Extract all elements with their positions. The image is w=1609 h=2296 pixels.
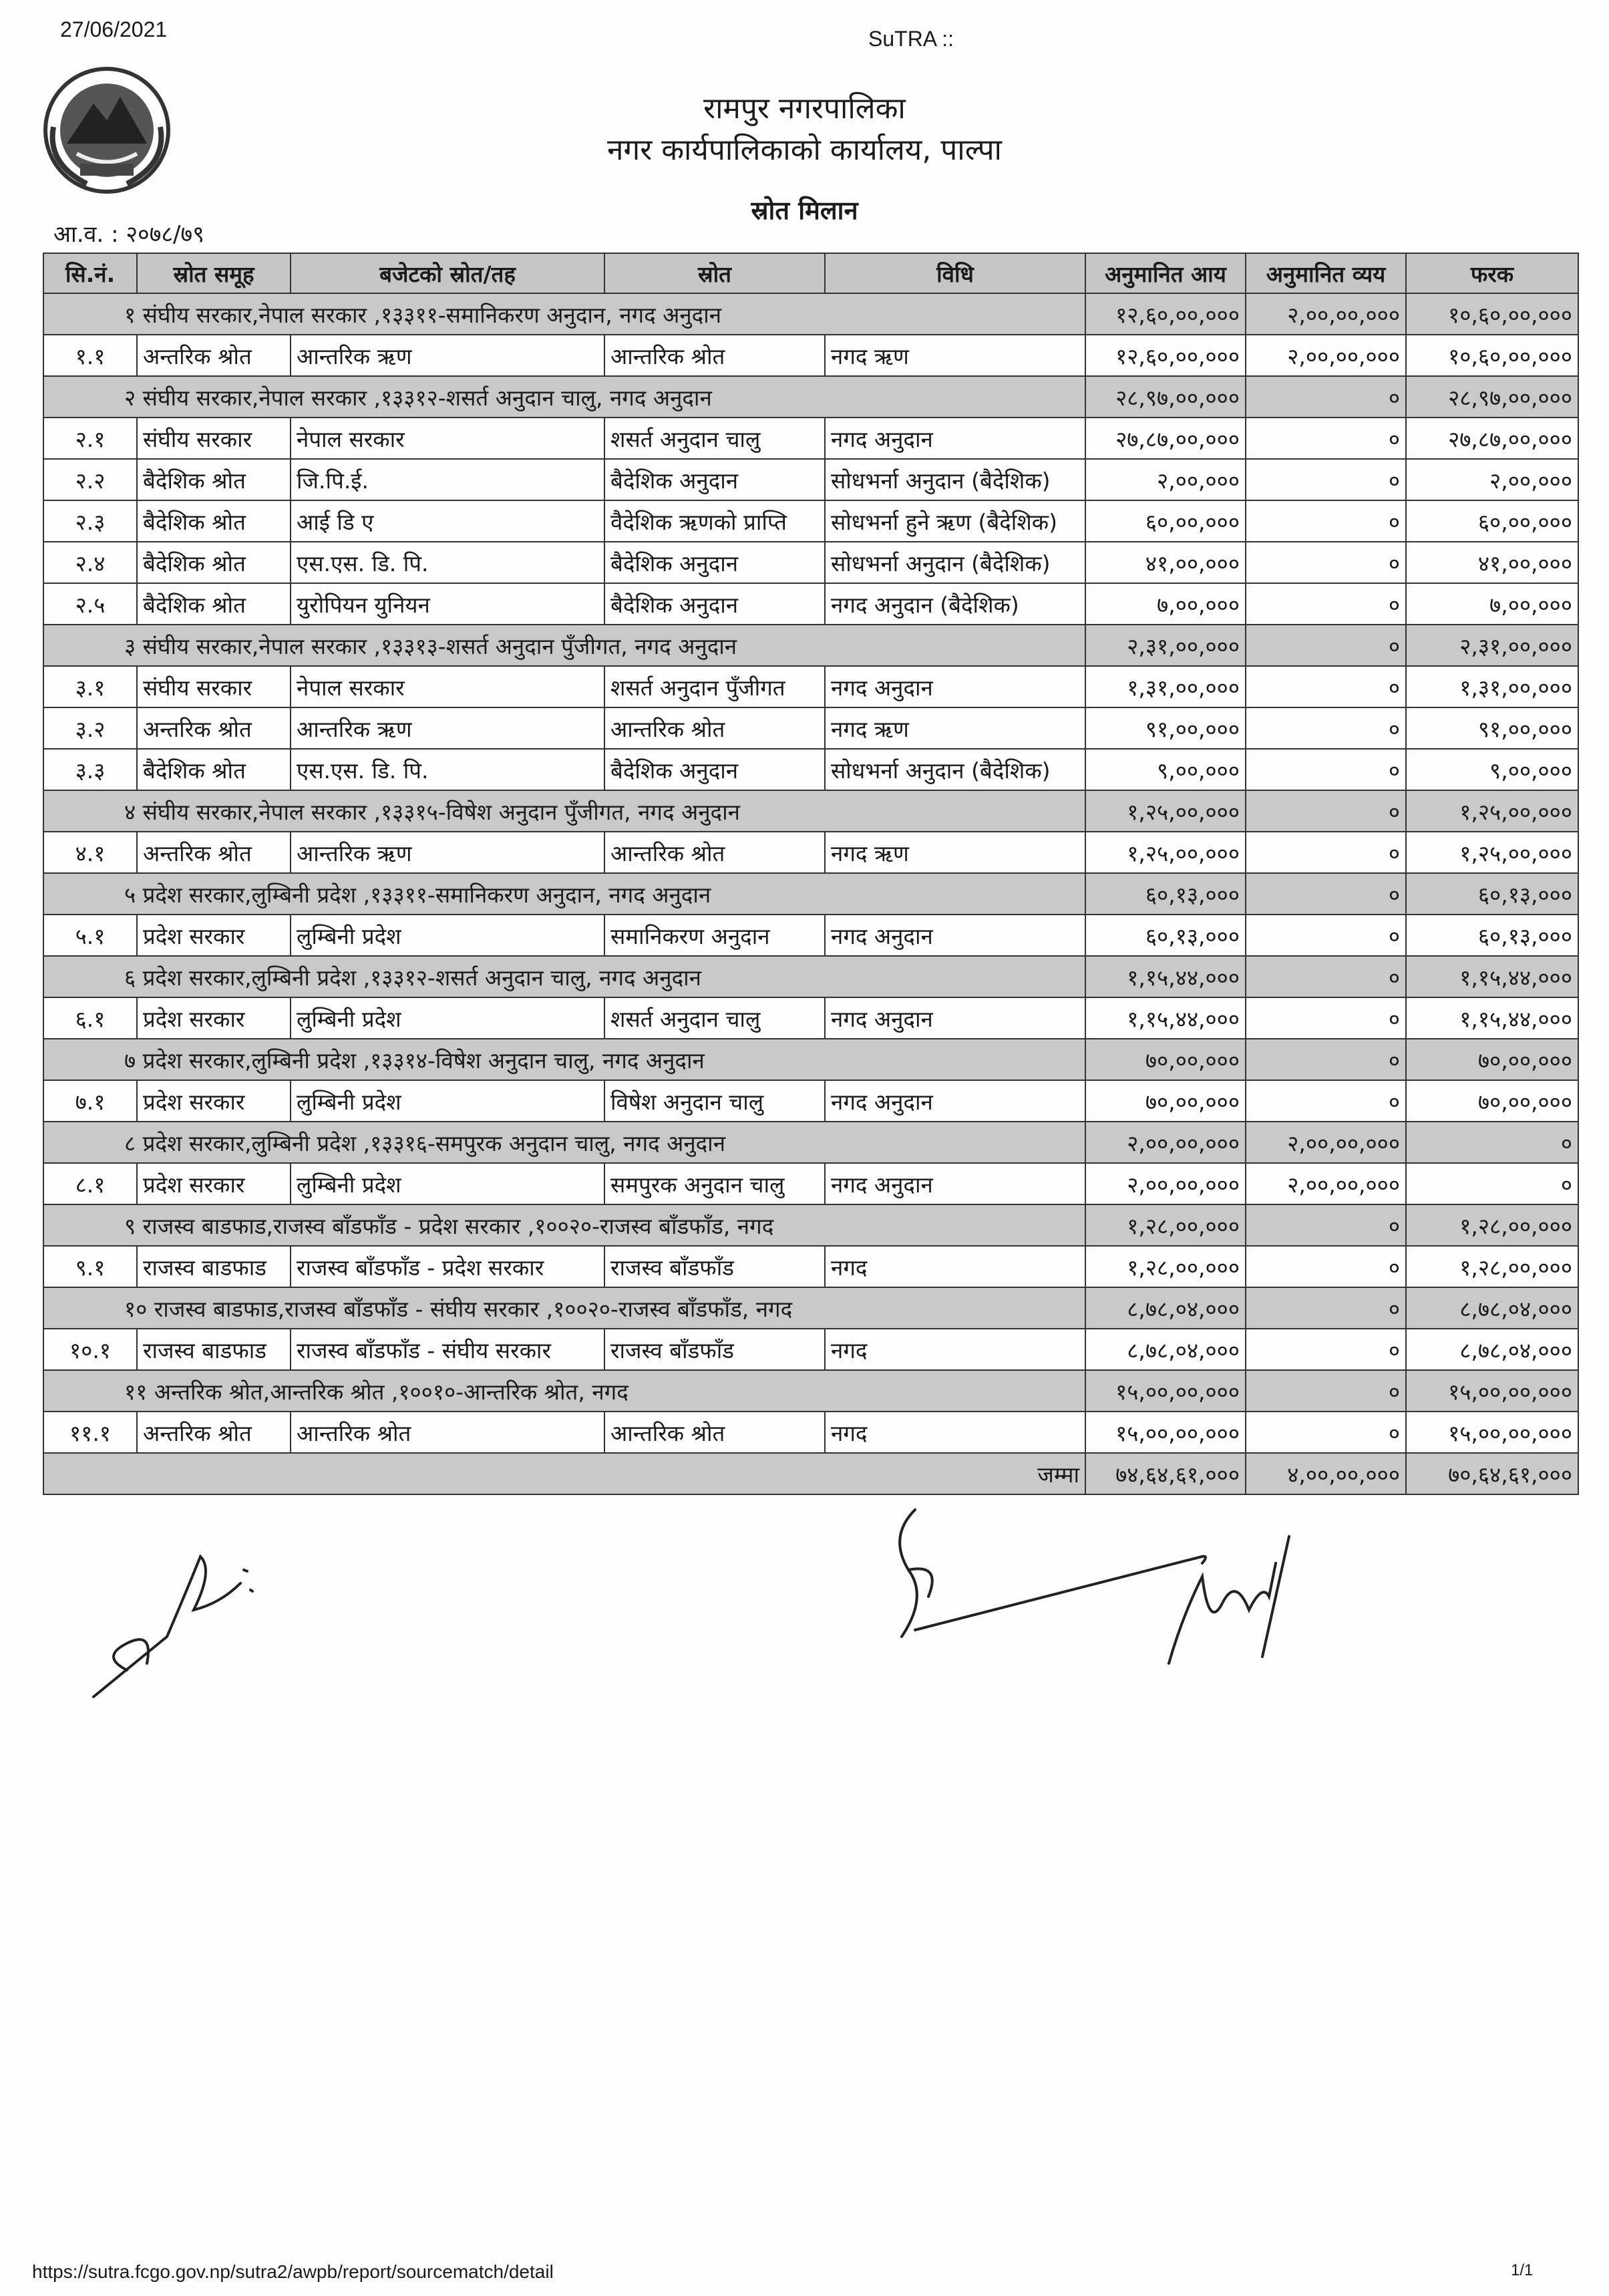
difference: १,२८,००,००० <box>1406 1246 1578 1287</box>
print-date: 27/06/2021 <box>60 17 168 41</box>
method: सोधभर्ना अनुदान (बैदेशिक) <box>825 459 1085 500</box>
budget-source: युरोपियन युनियन <box>291 583 604 625</box>
estimated-expense: ० <box>1246 542 1406 583</box>
table-row <box>43 542 1578 583</box>
serial-number: २.४ <box>43 542 137 583</box>
estimated-expense: ० <box>1246 500 1406 542</box>
estimated-income: १५,००,००,००० <box>1085 1412 1246 1453</box>
method: नगद अनुदान <box>825 418 1085 459</box>
budget-source: आन्तरिक ऋण <box>291 707 604 749</box>
column-header: स्रोत <box>604 253 825 293</box>
group-difference: ७०,००,००० <box>1406 1039 1578 1080</box>
group-label: ८ प्रदेश सरकार,लुम्बिनी प्रदेश ,१३३१६-समपुरक अनुदान चालु, नगद अनुदान <box>43 1122 1085 1163</box>
serial-number: ३.२ <box>43 707 137 749</box>
column-header: सि.नं. <box>43 253 137 293</box>
difference: ९,००,००० <box>1406 749 1578 790</box>
difference: १,२५,००,००० <box>1406 832 1578 873</box>
source-group: प्रदेश सरकार <box>137 997 291 1039</box>
group-expense: २,००,००,००० <box>1246 293 1406 335</box>
page-number: 1/1 <box>1511 2261 1534 2279</box>
group-expense: ० <box>1246 956 1406 997</box>
group-row <box>43 1287 1578 1329</box>
source-group: अन्तरिक श्रोत <box>137 707 291 749</box>
group-row <box>43 1204 1578 1246</box>
group-expense: ० <box>1246 1287 1406 1329</box>
estimated-income: २७,८७,००,००० <box>1085 418 1246 459</box>
group-row <box>43 376 1578 418</box>
report-title: स्रोत मिलान <box>751 196 858 225</box>
table-row <box>43 335 1578 376</box>
source: राजस्व बाँडफाँड <box>604 1329 825 1370</box>
group-difference: ८,७८,०४,००० <box>1406 1287 1578 1329</box>
serial-number: २.१ <box>43 418 137 459</box>
method: नगद अनुदान <box>825 997 1085 1039</box>
source-group: बैदेशिक श्रोत <box>137 583 291 625</box>
table-row <box>43 459 1578 500</box>
group-row <box>43 1370 1578 1412</box>
group-income: २८,९७,००,००० <box>1085 376 1246 418</box>
table-row <box>43 997 1578 1039</box>
source-group: अन्तरिक श्रोत <box>137 335 291 376</box>
source: आन्तरिक श्रोत <box>604 1412 825 1453</box>
source: बैदेशिक अनुदान <box>604 583 825 625</box>
group-label: २ संघीय सरकार,नेपाल सरकार ,१३३१२-शसर्त अनुदान चालु, नगद अनुदान <box>43 376 1085 418</box>
estimated-expense: ० <box>1246 832 1406 873</box>
table-row <box>43 832 1578 873</box>
source: आन्तरिक श्रोत <box>604 832 825 873</box>
budget-source: आन्तरिक श्रोत <box>291 1412 604 1453</box>
estimated-expense: ० <box>1246 418 1406 459</box>
group-expense: ० <box>1246 873 1406 915</box>
method: नगद <box>825 1329 1085 1370</box>
budget-source: राजस्व बाँडफाँड - प्रदेश सरकार <box>291 1246 604 1287</box>
group-row <box>43 873 1578 915</box>
difference: १,१५,४४,००० <box>1406 997 1578 1039</box>
source: बैदेशिक अनुदान <box>604 542 825 583</box>
source: आन्तरिक श्रोत <box>604 707 825 749</box>
group-difference: १५,००,००,००० <box>1406 1370 1578 1412</box>
group-label: १० राजस्व बाडफाड,राजस्व बाँडफाँड - संघीय सरकार ,१००२०-राजस्व बाँडफाँड, नगद <box>43 1287 1085 1329</box>
difference: १५,००,००,००० <box>1406 1412 1578 1453</box>
difference: ८,७८,०४,००० <box>1406 1329 1578 1370</box>
estimated-expense: ० <box>1246 749 1406 790</box>
group-row <box>43 293 1578 335</box>
serial-number: ७.१ <box>43 1080 137 1122</box>
budget-source: आई डि ए <box>291 500 604 542</box>
group-difference: १,१५,४४,००० <box>1406 956 1578 997</box>
total-label: जम्मा <box>43 1453 1085 1494</box>
table-header-row <box>43 253 1578 293</box>
table-row <box>43 1080 1578 1122</box>
budget-source: नेपाल सरकार <box>291 666 604 707</box>
source-group: बैदेशिक श्रोत <box>137 459 291 500</box>
difference: ६०,१३,००० <box>1406 915 1578 956</box>
estimated-income: ६०,००,००० <box>1085 500 1246 542</box>
group-income: २,३१,००,००० <box>1085 625 1246 666</box>
group-difference: ६०,१३,००० <box>1406 873 1578 915</box>
source: बैदेशिक अनुदान <box>604 459 825 500</box>
source-match-table-container <box>43 253 1578 1495</box>
group-expense: ० <box>1246 625 1406 666</box>
table-row <box>43 500 1578 542</box>
group-expense: २,००,००,००० <box>1246 1122 1406 1163</box>
estimated-expense: ० <box>1246 707 1406 749</box>
group-expense: ० <box>1246 1039 1406 1080</box>
group-income: १,२५,००,००० <box>1085 790 1246 832</box>
source: राजस्व बाँडफाँड <box>604 1246 825 1287</box>
estimated-expense: ० <box>1246 997 1406 1039</box>
source: विषेश अनुदान चालु <box>604 1080 825 1122</box>
serial-number: ३.३ <box>43 749 137 790</box>
source-group: अन्तरिक श्रोत <box>137 1412 291 1453</box>
estimated-income: २,००,००,००० <box>1085 1163 1246 1204</box>
group-row <box>43 625 1578 666</box>
source: आन्तरिक श्रोत <box>604 335 825 376</box>
footer-url: https://sutra.fcgo.gov.np/sutra2/awpb/report/sourcematch/detail <box>32 2261 554 2282</box>
budget-source: जि.पि.ई. <box>291 459 604 500</box>
serial-number: १०.१ <box>43 1329 137 1370</box>
group-difference: १,२५,००,००० <box>1406 790 1578 832</box>
table-row <box>43 915 1578 956</box>
group-income: १,२८,००,००० <box>1085 1204 1246 1246</box>
estimated-expense: ० <box>1246 1329 1406 1370</box>
group-difference: ० <box>1406 1122 1578 1163</box>
estimated-expense: ० <box>1246 915 1406 956</box>
group-row <box>43 1122 1578 1163</box>
method: नगद अनुदान (बैदेशिक) <box>825 583 1085 625</box>
group-label: ४ संघीय सरकार,नेपाल सरकार ,१३३१५-विषेश अनुदान पुँजीगत, नगद अनुदान <box>43 790 1085 832</box>
serial-number: ११.१ <box>43 1412 137 1453</box>
budget-source: लुम्बिनी प्रदेश <box>291 1163 604 1204</box>
group-income: २,००,००,००० <box>1085 1122 1246 1163</box>
serial-number: २.५ <box>43 583 137 625</box>
source-match-table <box>43 253 1579 1495</box>
serial-number: ३.१ <box>43 666 137 707</box>
group-income: ६०,१३,००० <box>1085 873 1246 915</box>
estimated-expense: ० <box>1246 1246 1406 1287</box>
column-header: अनुमानित व्यय <box>1246 253 1406 293</box>
budget-source: एस.एस. डि. पि. <box>291 749 604 790</box>
budget-source: आन्तरिक ऋण <box>291 832 604 873</box>
group-difference: १०,६०,००,००० <box>1406 293 1578 335</box>
estimated-expense: ० <box>1246 459 1406 500</box>
group-difference: १,२८,००,००० <box>1406 1204 1578 1246</box>
total-income: ७४,६४,६१,००० <box>1085 1453 1246 1494</box>
budget-source: नेपाल सरकार <box>291 418 604 459</box>
estimated-income: १,२५,००,००० <box>1085 832 1246 873</box>
group-income: ८,७८,०४,००० <box>1085 1287 1246 1329</box>
estimated-income: ७०,००,००० <box>1085 1080 1246 1122</box>
group-label: ९ राजस्व बाडफाड,राजस्व बाँडफाँड - प्रदेश सरकार ,१००२०-राजस्व बाँडफाँड, नगद <box>43 1204 1085 1246</box>
table-row <box>43 418 1578 459</box>
estimated-expense: ० <box>1246 666 1406 707</box>
serial-number: ५.१ <box>43 915 137 956</box>
group-row <box>43 1039 1578 1080</box>
group-label: ६ प्रदेश सरकार,लुम्बिनी प्रदेश ,१३३१२-शसर्त अनुदान चालु, नगद अनुदान <box>43 956 1085 997</box>
estimated-expense: २,००,००,००० <box>1246 335 1406 376</box>
group-income: ७०,००,००० <box>1085 1039 1246 1080</box>
method: सोधभर्ना अनुदान (बैदेशिक) <box>825 749 1085 790</box>
source: शसर्त अनुदान चालु <box>604 997 825 1039</box>
source-group: संघीय सरकार <box>137 666 291 707</box>
method: नगद अनुदान <box>825 915 1085 956</box>
table-row <box>43 1246 1578 1287</box>
difference: २,००,००० <box>1406 459 1578 500</box>
estimated-expense: ० <box>1246 583 1406 625</box>
column-header: स्रोत समूह <box>137 253 291 293</box>
budget-source: एस.एस. डि. पि. <box>291 542 604 583</box>
group-label: ११ अन्तरिक श्रोत,आन्तरिक श्रोत ,१००१०-आन्तरिक श्रोत, नगद <box>43 1370 1085 1412</box>
office-name: नगर कार्यपालिकाको कार्यालय, पाल्पा <box>607 133 1002 167</box>
estimated-income: ८,७८,०४,००० <box>1085 1329 1246 1370</box>
estimated-expense: ० <box>1246 1412 1406 1453</box>
column-header: बजेटको स्रोत/तह <box>291 253 604 293</box>
estimated-income: २,००,००० <box>1085 459 1246 500</box>
table-row <box>43 1329 1578 1370</box>
source: शसर्त अनुदान पुँजीगत <box>604 666 825 707</box>
budget-source: आन्तरिक ऋण <box>291 335 604 376</box>
group-expense: ० <box>1246 1370 1406 1412</box>
budget-source: लुम्बिनी प्रदेश <box>291 1080 604 1122</box>
group-label: ७ प्रदेश सरकार,लुम्बिनी प्रदेश ,१३३१४-विषेश अनुदान चालु, नगद अनुदान <box>43 1039 1085 1080</box>
difference: ४१,००,००० <box>1406 542 1578 583</box>
estimated-income: १२,६०,००,००० <box>1085 335 1246 376</box>
group-expense: ० <box>1246 1204 1406 1246</box>
estimated-income: ९,००,००० <box>1085 749 1246 790</box>
method: नगद ऋण <box>825 832 1085 873</box>
estimated-income: १,१५,४४,००० <box>1085 997 1246 1039</box>
source: वैदेशिक ऋणको प्राप्ति <box>604 500 825 542</box>
group-row <box>43 790 1578 832</box>
total-expense: ४,००,००,००० <box>1246 1453 1406 1494</box>
budget-source: लुम्बिनी प्रदेश <box>291 997 604 1039</box>
estimated-income: १,२८,००,००० <box>1085 1246 1246 1287</box>
source-group: प्रदेश सरकार <box>137 915 291 956</box>
group-income: १,१५,४४,००० <box>1085 956 1246 997</box>
source: शसर्त अनुदान चालु <box>604 418 825 459</box>
source: समानिकरण अनुदान <box>604 915 825 956</box>
method: सोधभर्ना हुने ऋण (बैदेशिक) <box>825 500 1085 542</box>
group-label: १ संघीय सरकार,नेपाल सरकार ,१३३११-समानिकरण अनुदान, नगद अनुदान <box>43 293 1085 335</box>
source-group: अन्तरिक श्रोत <box>137 832 291 873</box>
method: सोधभर्ना अनुदान (बैदेशिक) <box>825 542 1085 583</box>
table-row <box>43 749 1578 790</box>
method: नगद अनुदान <box>825 1163 1085 1204</box>
difference: १,३१,००,००० <box>1406 666 1578 707</box>
difference: २७,८७,००,००० <box>1406 418 1578 459</box>
table-row <box>43 707 1578 749</box>
serial-number: ४.१ <box>43 832 137 873</box>
difference: ६०,००,००० <box>1406 500 1578 542</box>
serial-number: ६.१ <box>43 997 137 1039</box>
app-name: SuTRA :: <box>868 27 954 51</box>
group-expense: ० <box>1246 376 1406 418</box>
estimated-expense: २,००,००,००० <box>1246 1163 1406 1204</box>
table-row <box>43 583 1578 625</box>
group-difference: २,३१,००,००० <box>1406 625 1578 666</box>
source-group: बैदेशिक श्रोत <box>137 749 291 790</box>
source-group: बैदेशिक श्रोत <box>137 542 291 583</box>
table-row <box>43 1412 1578 1453</box>
difference: ७०,००,००० <box>1406 1080 1578 1122</box>
source-group: प्रदेश सरकार <box>137 1163 291 1204</box>
budget-source: लुम्बिनी प्रदेश <box>291 915 604 956</box>
source-group: बैदेशिक श्रोत <box>137 500 291 542</box>
source: बैदेशिक अनुदान <box>604 749 825 790</box>
difference: ९१,००,००० <box>1406 707 1578 749</box>
difference: ७,००,००० <box>1406 583 1578 625</box>
estimated-income: ४१,००,००० <box>1085 542 1246 583</box>
serial-number: १.१ <box>43 335 137 376</box>
table-row <box>43 666 1578 707</box>
group-income: १५,००,००,००० <box>1085 1370 1246 1412</box>
table-row <box>43 1163 1578 1204</box>
estimated-income: १,३१,००,००० <box>1085 666 1246 707</box>
serial-number: २.२ <box>43 459 137 500</box>
total-difference: ७०,६४,६१,००० <box>1406 1453 1578 1494</box>
method: नगद <box>825 1246 1085 1287</box>
difference: १०,६०,००,००० <box>1406 335 1578 376</box>
serial-number: २.३ <box>43 500 137 542</box>
serial-number: ८.१ <box>43 1163 137 1204</box>
organization-name: रामपुर नगरपालिका <box>703 92 906 126</box>
group-difference: २८,९७,००,००० <box>1406 376 1578 418</box>
source-group: राजस्व बाडफाड <box>137 1246 291 1287</box>
column-header: फरक <box>1406 253 1578 293</box>
source: समपुरक अनुदान चालु <box>604 1163 825 1204</box>
column-header: विधि <box>825 253 1085 293</box>
column-header: अनुमानित आय <box>1085 253 1246 293</box>
estimated-income: ६०,१३,००० <box>1085 915 1246 956</box>
estimated-income: ९१,००,००० <box>1085 707 1246 749</box>
source-group: प्रदेश सरकार <box>137 1080 291 1122</box>
group-income: १२,६०,००,००० <box>1085 293 1246 335</box>
method: नगद ऋण <box>825 335 1085 376</box>
estimated-income: ७,००,००० <box>1085 583 1246 625</box>
difference: ० <box>1406 1163 1578 1204</box>
method: नगद अनुदान <box>825 1080 1085 1122</box>
group-row <box>43 956 1578 997</box>
method: नगद अनुदान <box>825 666 1085 707</box>
total-row <box>43 1453 1578 1494</box>
budget-source: राजस्व बाँडफाँड - संघीय सरकार <box>291 1329 604 1370</box>
fiscal-year: आ.व. : २०७८/७९ <box>53 221 204 248</box>
signature-2 <box>888 1496 1316 1697</box>
method: नगद <box>825 1412 1085 1453</box>
source-group: राजस्व बाडफाड <box>137 1329 291 1370</box>
group-label: ३ संघीय सरकार,नेपाल सरकार ,१३३१३-शसर्त अनुदान पुँजीगत, नगद अनुदान <box>43 625 1085 666</box>
group-expense: ० <box>1246 790 1406 832</box>
serial-number: ९.१ <box>43 1246 137 1287</box>
estimated-expense: ० <box>1246 1080 1406 1122</box>
method: नगद ऋण <box>825 707 1085 749</box>
group-label: ५ प्रदेश सरकार,लुम्बिनी प्रदेश ,१३३११-समानिकरण अनुदान, नगद अनुदान <box>43 873 1085 915</box>
source-group: संघीय सरकार <box>137 418 291 459</box>
signature-1 <box>87 1530 267 1703</box>
